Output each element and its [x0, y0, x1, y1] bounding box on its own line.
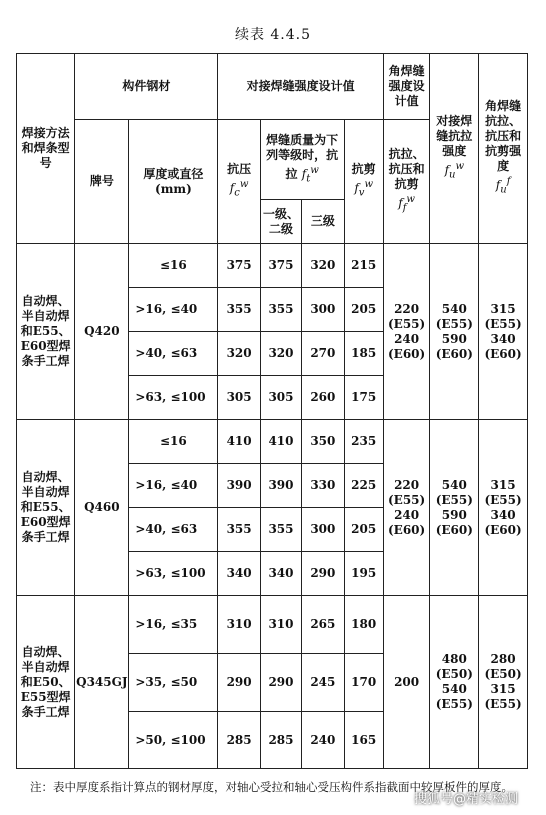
cell-ft-3: 260 [302, 376, 344, 420]
cell-ft-12: 375 [260, 244, 301, 288]
header-method: 焊接方法和焊条型号 [17, 54, 75, 244]
header-thickness: 厚度或直径(mm) [129, 120, 218, 244]
cell-fc: 410 [218, 420, 260, 464]
cell-ft-3: 320 [302, 244, 344, 288]
header-butt-tensile-label: 对接焊缝抗拉强度 [436, 114, 473, 159]
header-fillet-sub-label: 抗拉、抗压和抗剪 [388, 147, 425, 192]
cell-fc: 305 [218, 376, 260, 420]
cell-fc: 390 [218, 464, 260, 508]
symbol-ft-w: $f_t^w$ [301, 164, 319, 185]
cell-thickness: >40, ≤63 [129, 508, 218, 552]
cell-grade: Q460 [75, 420, 129, 596]
cell-ft-3: 265 [302, 596, 344, 654]
cell-ft-12: 340 [260, 552, 301, 596]
cell-fv: 195 [344, 552, 383, 596]
symbol-ff-w: $f_f^w$ [398, 194, 415, 214]
cell-ft-12: 320 [260, 332, 301, 376]
cell-thickness: >40, ≤63 [129, 332, 218, 376]
cell-fc: 285 [218, 712, 260, 769]
cell-fc: 320 [218, 332, 260, 376]
symbol-fc-w: $f_c^w$ [229, 179, 249, 199]
cell-ft-12: 285 [260, 712, 301, 769]
header-fillet-sub [383, 120, 430, 244]
header-quality-tension [260, 120, 344, 200]
table-row [17, 420, 528, 464]
cell-method: 自动焊、半自动焊和E50、E55型焊条手工焊 [17, 596, 75, 769]
cell-fv: 205 [344, 508, 383, 552]
header-grade: 牌号 [75, 120, 129, 244]
cell-thickness: >16, ≤40 [129, 288, 218, 332]
cell-fv: 205 [344, 288, 383, 332]
cell-ft-3: 270 [302, 332, 344, 376]
cell-ft-3: 300 [302, 508, 344, 552]
cell-ft-3: 240 [302, 712, 344, 769]
header-level-3: 三级 [302, 200, 344, 244]
cell-ft-12: 390 [260, 464, 301, 508]
cell-fc: 340 [218, 552, 260, 596]
header-quality-tension-label: 焊缝质量为下列等级时，抗拉 [266, 132, 339, 181]
cell-fillet: 220 (E55) 240 (E60) [383, 420, 430, 596]
symbol-fv-w: $f_v^w$ [354, 179, 373, 199]
cell-ft-3: 330 [302, 464, 344, 508]
cell-fv: 215 [344, 244, 383, 288]
cell-fillet: 220 (E55) 240 (E60) [383, 244, 430, 420]
cell-thickness: >50, ≤100 [129, 712, 218, 769]
header-butt-tensile [430, 54, 479, 244]
table-footnote: 注：表中厚度系指计算点的钢材厚度，对轴心受拉和轴心受压构件系指截面中较厚板件的厚度。 [30, 780, 513, 794]
header-butt-group: 对接焊缝强度设计值 [218, 54, 383, 120]
symbol-fu-w: $f_u^w$ [444, 161, 465, 181]
cell-fillet-strength: 315 (E55) 340 (E60) [479, 420, 528, 596]
cell-ft-3: 300 [302, 288, 344, 332]
cell-fillet-strength: 315 (E55) 340 (E60) [479, 244, 528, 420]
weld-strength-table [16, 53, 528, 769]
cell-thickness: ≤16 [129, 244, 218, 288]
cell-fv: 185 [344, 332, 383, 376]
watermark: 搜狐号@精实检测 [413, 792, 518, 807]
header-compression-label: 抗压 [227, 162, 252, 177]
cell-fc: 290 [218, 654, 260, 712]
table-row [17, 596, 528, 654]
cell-butt-tensile: 540 (E55) 590 (E60) [430, 420, 479, 596]
cell-ft-12: 310 [260, 596, 301, 654]
cell-ft-12: 290 [260, 654, 301, 712]
cell-fv: 180 [344, 596, 383, 654]
cell-thickness: >63, ≤100 [129, 552, 218, 596]
cell-thickness: >63, ≤100 [129, 376, 218, 420]
cell-fc: 355 [218, 288, 260, 332]
table-title: 续表 4.4.5 [234, 27, 312, 43]
cell-fc: 310 [218, 596, 260, 654]
symbol-fu-f: $f_u^f$ [495, 176, 511, 196]
cell-fv: 165 [344, 712, 383, 769]
cell-ft-3: 245 [302, 654, 344, 712]
cell-thickness: ≤16 [129, 420, 218, 464]
cell-ft-12: 410 [260, 420, 301, 464]
cell-butt-tensile: 540 (E55) 590 (E60) [430, 244, 479, 420]
header-level-1-2: 一级、二级 [260, 200, 301, 244]
cell-fv: 170 [344, 654, 383, 712]
cell-grade: Q420 [75, 244, 129, 420]
cell-fillet-strength: 280 (E50) 315 (E55) [479, 596, 528, 769]
header-shear-label: 抗剪 [351, 162, 376, 177]
cell-ft-12: 355 [260, 508, 301, 552]
header-compression [218, 120, 260, 244]
cell-method: 自动焊、半自动焊和E55、E60型焊条手工焊 [17, 420, 75, 596]
cell-thickness: >35, ≤50 [129, 654, 218, 712]
cell-fc: 355 [218, 508, 260, 552]
header-shear [344, 120, 383, 244]
cell-ft-3: 350 [302, 420, 344, 464]
cell-fillet: 200 [383, 596, 430, 769]
header-fillet-design: 角焊缝强度设计值 [383, 54, 430, 120]
header-fillet-strength [479, 54, 528, 244]
cell-thickness: >16, ≤40 [129, 464, 218, 508]
table-row [17, 244, 528, 288]
cell-method: 自动焊、半自动焊和E55、E60型焊条手工焊 [17, 244, 75, 420]
cell-fv: 175 [344, 376, 383, 420]
cell-ft-3: 290 [302, 552, 344, 596]
cell-fc: 375 [218, 244, 260, 288]
cell-fv: 235 [344, 420, 383, 464]
cell-ft-12: 355 [260, 288, 301, 332]
cell-ft-12: 305 [260, 376, 301, 420]
cell-fv: 225 [344, 464, 383, 508]
header-fillet-strength-label: 角焊缝抗拉、抗压和抗剪强度 [485, 99, 522, 174]
cell-thickness: >16, ≤35 [129, 596, 218, 654]
cell-grade: Q345GJ [75, 596, 129, 769]
header-steel-group: 构件钢材 [75, 54, 218, 120]
cell-butt-tensile: 480 (E50) 540 (E55) [430, 596, 479, 769]
